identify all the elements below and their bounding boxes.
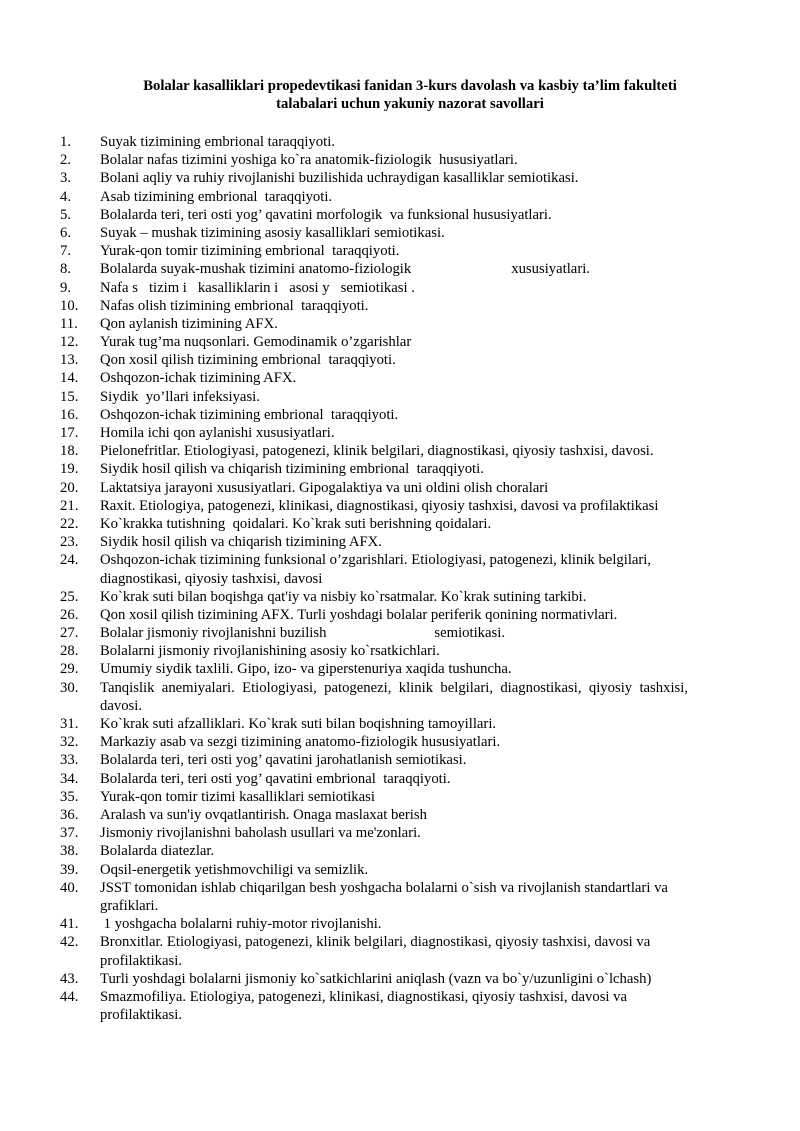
- question-number: 33.: [60, 752, 79, 769]
- question-text-line: Smazmofiliya. Etiologiya, patogenezi, klinikasi, diagnostikasi, qiyosiy tashxisi, davosi va: [100, 988, 628, 1005]
- question-number: 20.: [60, 479, 79, 496]
- question-text: [100, 315, 745, 333]
- question-text-line: Ko`krak suti bilan boqishga qat'iy va nisbiy ko`rsatmalar. Ko`krak sutining tarkibi.: [100, 588, 587, 605]
- question-item: [0, 497, 800, 515]
- question-text-line: Tanqislik anemiyalari. Etiologiyasi, patogenezi, klinik belgilari, diagnostikasi, qiyosiy tashxisi,: [100, 679, 689, 696]
- question-item: [0, 733, 800, 751]
- question-item: [0, 788, 800, 806]
- question-text: [100, 606, 745, 624]
- question-number: 12.: [60, 334, 79, 351]
- question-item: [0, 879, 800, 915]
- question-text-line: Bronxitlar. Etiologiyasi, patogenezi, klinik belgilari, diagnostikasi, qiyosiy tashxisi, davosi va: [100, 934, 651, 951]
- question-item: [0, 915, 800, 933]
- question-text-part: xususiyatlari.: [511, 261, 590, 278]
- question-text: [100, 224, 745, 242]
- question-list: [0, 133, 800, 1024]
- question-number: 29.: [60, 661, 79, 678]
- question-item: [0, 970, 800, 988]
- question-text: [100, 770, 745, 788]
- question-item: [0, 933, 800, 969]
- question-number: 4.: [60, 188, 72, 205]
- question-text-line: Raxit. Etiologiya, patogenezi, klinikasi, diagnostikasi, qiyosiy tashxisi, davosi va profilaktikasi: [100, 497, 659, 514]
- question-text-line: davosi.: [100, 697, 143, 714]
- question-item: [0, 660, 800, 678]
- question-number: 7.: [60, 243, 72, 260]
- question-text: [100, 660, 745, 678]
- question-text: [100, 351, 745, 369]
- question-number: 15.: [60, 388, 79, 405]
- question-text-line: Jismoniy rivojlanishni baholash usullari va me'zonlari.: [100, 825, 421, 842]
- question-text: [100, 879, 745, 915]
- question-text-line: Oqsil-energetik yetishmovchiligi va semizlik.: [100, 861, 369, 878]
- question-text-line: Siydik hosil qilish va chiqarish tizimining embrional taraqqiyoti.: [100, 461, 484, 478]
- question-number: 9.: [60, 279, 72, 296]
- question-text-line: Asab tizimining embrional taraqqiyoti.: [100, 188, 333, 205]
- question-text-part: semiotikasi.: [434, 625, 505, 642]
- question-number: 21.: [60, 497, 79, 514]
- question-item: [0, 260, 800, 278]
- question-text-line: Ko`krak suti afzalliklari. Ko`krak suti bilan boqishning tamoyillari.: [100, 716, 497, 733]
- question-text-line: Yurak tug’ma nuqsonlari. Gemodinamik o’zgarishlar: [100, 334, 412, 351]
- question-text-line: Bolalarda teri, teri osti yog’ qavatini jarohatlanish semiotikasi.: [100, 752, 467, 769]
- question-text: [100, 279, 745, 297]
- question-text-line: Ko`krakka tutishning qoidalari. Ko`krak suti berishning qoidalari.: [100, 515, 492, 532]
- question-item: [0, 624, 800, 642]
- question-text-line: Bolalarda diatezlar.: [100, 843, 215, 860]
- question-item: [0, 515, 800, 533]
- question-text: [100, 624, 745, 642]
- question-item: [0, 442, 800, 460]
- question-item: [0, 551, 800, 587]
- question-text: [100, 679, 745, 715]
- question-item: [0, 279, 800, 297]
- question-item: [0, 479, 800, 497]
- question-number: 42.: [60, 934, 79, 951]
- question-number: 35.: [60, 788, 79, 805]
- question-number: 39.: [60, 861, 79, 878]
- question-text: [100, 151, 745, 169]
- question-number: 16.: [60, 406, 79, 423]
- question-text: [100, 260, 745, 278]
- question-number: 17.: [60, 425, 79, 441]
- question-text: [100, 824, 745, 842]
- question-text-part: Bolalarda suyak-mushak tizimini anatomo-fiziologik: [100, 261, 412, 278]
- question-text: [100, 333, 745, 351]
- question-text-line: Siydik yo’llari infeksiyasi.: [100, 388, 260, 405]
- question-text-line: Yurak-qon tomir tizimining embrional taraqqiyoti.: [100, 243, 400, 260]
- question-item: [0, 133, 800, 151]
- question-text: [100, 169, 745, 187]
- question-item: [0, 333, 800, 351]
- question-item: [0, 224, 800, 242]
- question-item: [0, 988, 800, 1024]
- question-text: [100, 861, 745, 879]
- question-text: [100, 642, 745, 660]
- question-item: [0, 533, 800, 551]
- question-item: [0, 151, 800, 169]
- question-text-line: Bolani aqliy va ruhiy rivojlanishi buzilishida uchraydigan kasalliklar semiotikasi.: [100, 170, 579, 187]
- question-text-line: Suyak – mushak tizimining asosiy kasalliklari semiotikasi.: [100, 224, 445, 241]
- question-text-line: Bolalarda teri, teri osti yog’ qavatini embrional taraqqiyoti.: [100, 770, 451, 787]
- question-number: 38.: [60, 843, 79, 860]
- question-text: [100, 751, 745, 769]
- question-text: [100, 133, 745, 151]
- question-text: [100, 788, 745, 806]
- question-item: [0, 806, 800, 824]
- question-item: [0, 606, 800, 624]
- question-text: [100, 915, 745, 933]
- question-number: 41.: [60, 916, 79, 933]
- question-text-line: profilaktikasi.: [100, 1007, 182, 1024]
- question-text-line: Qon xosil qilish tizimining embrional taraqqiyoti.: [100, 352, 396, 369]
- question-number: 44.: [60, 988, 79, 1005]
- question-text-part: Bolalar jismoniy rivojlanishni buzilish: [100, 625, 327, 642]
- question-text: [100, 842, 745, 860]
- question-text: [100, 242, 745, 260]
- question-item: [0, 351, 800, 369]
- question-text-line: Markaziy asab va sezgi tizimining anatomo-fiziologik hususiyatlari.: [100, 734, 501, 751]
- question-item: [0, 315, 800, 333]
- question-text: [100, 369, 745, 387]
- question-text: [100, 933, 745, 969]
- question-text-line: Nafa s tizim i kasalliklarin i asosi y semiotikasi .: [100, 279, 415, 296]
- question-number: 24.: [60, 552, 79, 569]
- question-text-line: Bolalarda teri, teri osti yog’ qavatini morfologik va funksional hususiyatlari.: [100, 206, 552, 223]
- question-text: [100, 988, 745, 1024]
- question-text-line: profilaktikasi.: [100, 952, 182, 969]
- question-number: 32.: [60, 734, 79, 751]
- question-text: [100, 297, 745, 315]
- question-text-line: Qon xosil qilish tizimining AFX. Turli yoshdagi bolalar periferik qonining normativlari.: [100, 606, 618, 623]
- question-text-line: Yurak-qon tomir tizimi kasalliklari semiotikasi: [100, 788, 375, 805]
- document-title-line-1: Bolalar kasalliklari propedevtikasi fanidan 3-kurs davolash va kasbiy ta’lim fakulteti: [143, 78, 677, 94]
- question-number: 37.: [60, 825, 79, 842]
- question-text-line: Suyak tizimining embrional taraqqiyoti.: [100, 134, 335, 150]
- question-number: 25.: [60, 588, 79, 605]
- question-number: 26.: [60, 606, 79, 623]
- question-text: [100, 442, 745, 460]
- question-text-line: Umumiy siydik taxlili. Gipo, izo- va giperstenuriya xaqida tushuncha.: [100, 661, 512, 678]
- question-text-line: Pielonefritlar. Etiologiyasi, patogenezi, klinik belgilari, diagnostikasi, qiyosiy tashxisi, davosi.: [100, 443, 654, 460]
- question-number: 22.: [60, 515, 79, 532]
- question-item: [0, 824, 800, 842]
- question-text-line: Nafas olish tizimining embrional taraqqiyoti.: [100, 297, 369, 314]
- question-number: 30.: [60, 679, 79, 696]
- question-text-line: diagnostikasi, qiyosiy tashxisi, davosi: [100, 570, 323, 587]
- question-text: [100, 497, 745, 515]
- question-text-line: Qon aylanish tizimining AFX.: [100, 315, 278, 332]
- question-item: [0, 642, 800, 660]
- question-item: [0, 242, 800, 260]
- question-text: [100, 588, 745, 606]
- question-text-line: Homila ichi qon aylanishi xususiyatlari.: [100, 425, 335, 441]
- question-text-line: Aralash va sun'iy ovqatlantirish. Onaga maslaxat berish: [100, 806, 427, 823]
- question-item: [0, 206, 800, 224]
- question-number: 1.: [60, 134, 72, 150]
- question-number: 18.: [60, 443, 79, 460]
- question-number: 19.: [60, 461, 79, 478]
- question-number: 5.: [60, 206, 72, 223]
- question-item: [0, 369, 800, 387]
- question-number: 10.: [60, 297, 79, 314]
- question-number: 3.: [60, 170, 72, 187]
- question-item: [0, 861, 800, 879]
- question-number: 27.: [60, 625, 79, 642]
- question-text-line: Laktatsiya jarayoni xususiyatlari. Gipogalaktiya va uni oldini olish choralari: [100, 479, 549, 496]
- question-item: [0, 751, 800, 769]
- question-item: [0, 588, 800, 606]
- question-text: [100, 551, 745, 587]
- question-number: 13.: [60, 352, 79, 369]
- question-text: [100, 479, 745, 497]
- question-number: 8.: [60, 261, 72, 278]
- question-number: 40.: [60, 879, 79, 896]
- question-text-line: Bolalarni jismoniy rivojlanishining asosiy ko`rsatkichlari.: [100, 643, 440, 660]
- question-text: [100, 388, 745, 406]
- question-text-line: Oshqozon-ichak tizimining funksional o’zgarishlari. Etiologiyasi, patogenezi, klinik belgilari,: [100, 552, 652, 569]
- question-text: [100, 715, 745, 733]
- question-item: [0, 169, 800, 187]
- question-item: [0, 388, 800, 406]
- question-item: [0, 715, 800, 733]
- question-text: [100, 206, 745, 224]
- question-text: [100, 188, 745, 206]
- question-number: 31.: [60, 716, 79, 733]
- question-text-line: Oshqozon-ichak tizimining embrional taraqqiyoti.: [100, 406, 399, 423]
- question-number: 23.: [60, 534, 79, 551]
- question-text: [100, 460, 745, 478]
- question-text: [100, 970, 745, 988]
- question-text: [100, 806, 745, 824]
- question-item: [0, 424, 800, 442]
- question-number: 14.: [60, 370, 79, 387]
- question-number: 6.: [60, 224, 72, 241]
- question-item: [0, 679, 800, 715]
- question-number: 43.: [60, 970, 79, 987]
- question-text-line: grafiklari.: [100, 897, 159, 914]
- question-text: [100, 733, 745, 751]
- question-text: [100, 515, 745, 533]
- question-text: [100, 406, 745, 424]
- question-item: [0, 770, 800, 788]
- question-item: [0, 406, 800, 424]
- question-text-line: Siydik hosil qilish va chiqarish tizimining AFX.: [100, 534, 382, 551]
- question-item: [0, 460, 800, 478]
- question-text: [100, 533, 745, 551]
- question-number: 28.: [60, 643, 79, 660]
- question-number: 11.: [60, 315, 78, 332]
- question-text: [100, 424, 745, 442]
- question-number: 34.: [60, 770, 79, 787]
- question-text-line: Turli yoshdagi bolalarni jismoniy ko`satkichlarini aniqlash (vazn va bo`y/uzunligini o`lchash): [100, 970, 652, 987]
- question-text-line: Bolalar nafas tizimini yoshiga ko`ra anatomik-fiziologik hususiyatlari.: [100, 152, 518, 169]
- question-item: [0, 297, 800, 315]
- question-number: 2.: [60, 152, 72, 169]
- question-text-line: 1 yoshgacha bolalarni ruhiy-motor rivojlanishi.: [100, 916, 382, 933]
- question-text-line: JSST tomonidan ishlab chiqarilgan besh yoshgacha bolalarni o`sish va rivojlanish standartlari va: [100, 879, 668, 896]
- question-item: [0, 188, 800, 206]
- document-title-line-2: talabalari uchun yakuniy nazorat savollari: [276, 96, 544, 112]
- question-item: [0, 842, 800, 860]
- question-number: 36.: [60, 806, 79, 823]
- question-text-line: Oshqozon-ichak tizimining AFX.: [100, 370, 297, 387]
